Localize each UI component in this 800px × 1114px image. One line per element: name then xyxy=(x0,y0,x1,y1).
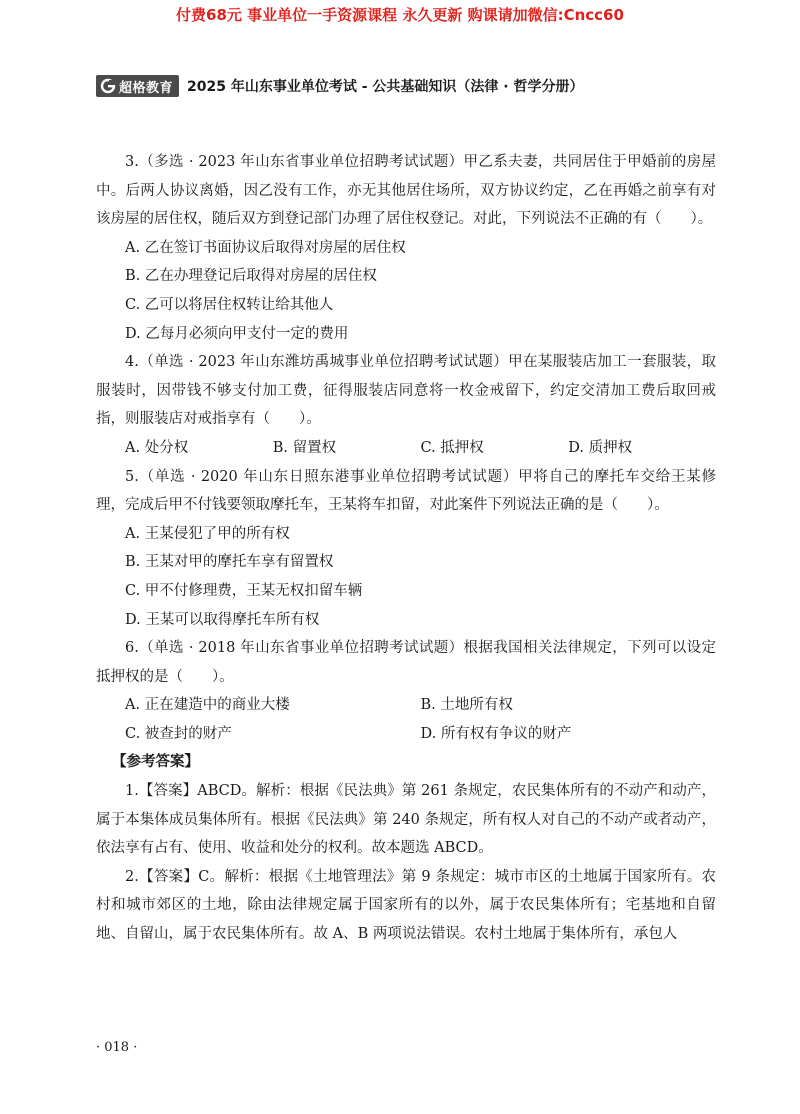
question-4-option-b: B. 留置权 xyxy=(272,439,337,456)
logo-g-icon xyxy=(100,78,116,94)
answer-1: 1.【答案】ABCD。解析：根据《民法典》第 261 条规定，农民集体所有的不动产和动产，属于本集体成员集体所有。根据《民法典》第 240 条规定，所有权人对自己的不动产或者动产，依法享有占有、使用、收益和处分的权利。故本题选 ABCD。 xyxy=(96,783,716,857)
question-6-stem: 6.（单选 · 2018 年山东省事业单位招聘考试试题）根据我国相关法律规定，下列可以设定抵押权的是（ ）。 xyxy=(96,640,716,685)
question-5-option-b: B. 王某对甲的摩托车享有留置权 xyxy=(125,554,334,571)
question-5-stem: 5.（单选 · 2020 年山东日照东港事业单位招聘考试试题）甲将自己的摩托车交给王某修理，完成后甲不付钱要领取摩托车，王某将车扣留，对此案件下列说法正确的是（ ）。 xyxy=(96,468,716,514)
question-3-option-a: A. 乙在签订书面协议后取得对房屋的居住权 xyxy=(125,239,406,256)
question-6-option-d: D. 所有权有争议的财产 xyxy=(420,725,572,742)
question-5-option-c: C. 甲不付修理费，王某无权扣留车辆 xyxy=(125,582,363,599)
question-3-option-c: C. 乙可以将居住权转让给其他人 xyxy=(125,296,334,313)
question-4-option-a: A. 处分权 xyxy=(125,439,189,456)
answer-2: 2.【答案】C。解析：根据《土地管理法》第 9 条规定：城市市区的土地属于国家所有。农村和城市郊区的土地，除由法律规定属于国家所有的以外，属于农民集体所有；宅基地和自留地、自留山，属于农民集体所有。故 A、B 两项说法错误。农村土地属于集体所有，承包人 xyxy=(96,868,716,943)
document-title: 2025 年山东事业单位考试 - 公共基础知识（法律 · 哲学分册） xyxy=(187,79,584,95)
publisher-logo xyxy=(96,75,179,97)
question-3-option-d: D. 乙每月必须向甲支付一定的费用 xyxy=(125,325,349,342)
page-number: · 018 · xyxy=(96,1040,138,1055)
question-5-option-d: D. 王某可以取得摩托车所有权 xyxy=(125,611,320,628)
question-4-option-c: C. 抵押权 xyxy=(420,439,484,456)
question-4-option-d: D. 质押权 xyxy=(568,439,633,456)
question-6-option-c: C. 被查封的财产 xyxy=(125,725,232,742)
promo-banner: 付费68元 事业单位一手资源课程 永久更新 购课请加微信:Cncc60 xyxy=(176,6,624,24)
question-6-option-b: B. 土地所有权 xyxy=(420,697,513,714)
question-6-options-row-2 xyxy=(96,720,716,749)
question-3-stem: 3.（多选 · 2023 年山东省事业单位招聘考试试题）甲乙系夫妻，共同居住于甲婚前的房屋中。后两人协议离婚，因乙没有工作，亦无其他居住场所，双方协议约定，乙在再婚之前享有对该房屋的居住权，随后双方到登记部门办理了居住权登记。对此，下列说法不正确的有（ ）。 xyxy=(96,154,716,228)
logo-text: 超格教育 xyxy=(119,80,174,96)
question-4-options xyxy=(96,434,716,463)
answers-heading: 【参考答案】 xyxy=(112,754,199,771)
question-3-option-b: B. 乙在办理登记后取得对房屋的居住权 xyxy=(125,268,377,285)
question-5-option-a: A. 王某侵犯了甲的所有权 xyxy=(125,525,290,542)
question-6-options-row-1 xyxy=(96,691,716,720)
page-content xyxy=(96,148,716,949)
question-4-stem: 4.（单选 · 2023 年山东潍坊禹城事业单位招聘考试试题）甲在某服装店加工一套服装，取服装时，因带钱不够支付加工费，征得服装店同意将一枚金戒留下，约定交清加工费后取回戒指，则服装店对戒指享有（ ）。 xyxy=(96,354,716,428)
question-6-option-a: A. 正在建造中的商业大楼 xyxy=(125,697,290,714)
page-header xyxy=(96,74,583,98)
